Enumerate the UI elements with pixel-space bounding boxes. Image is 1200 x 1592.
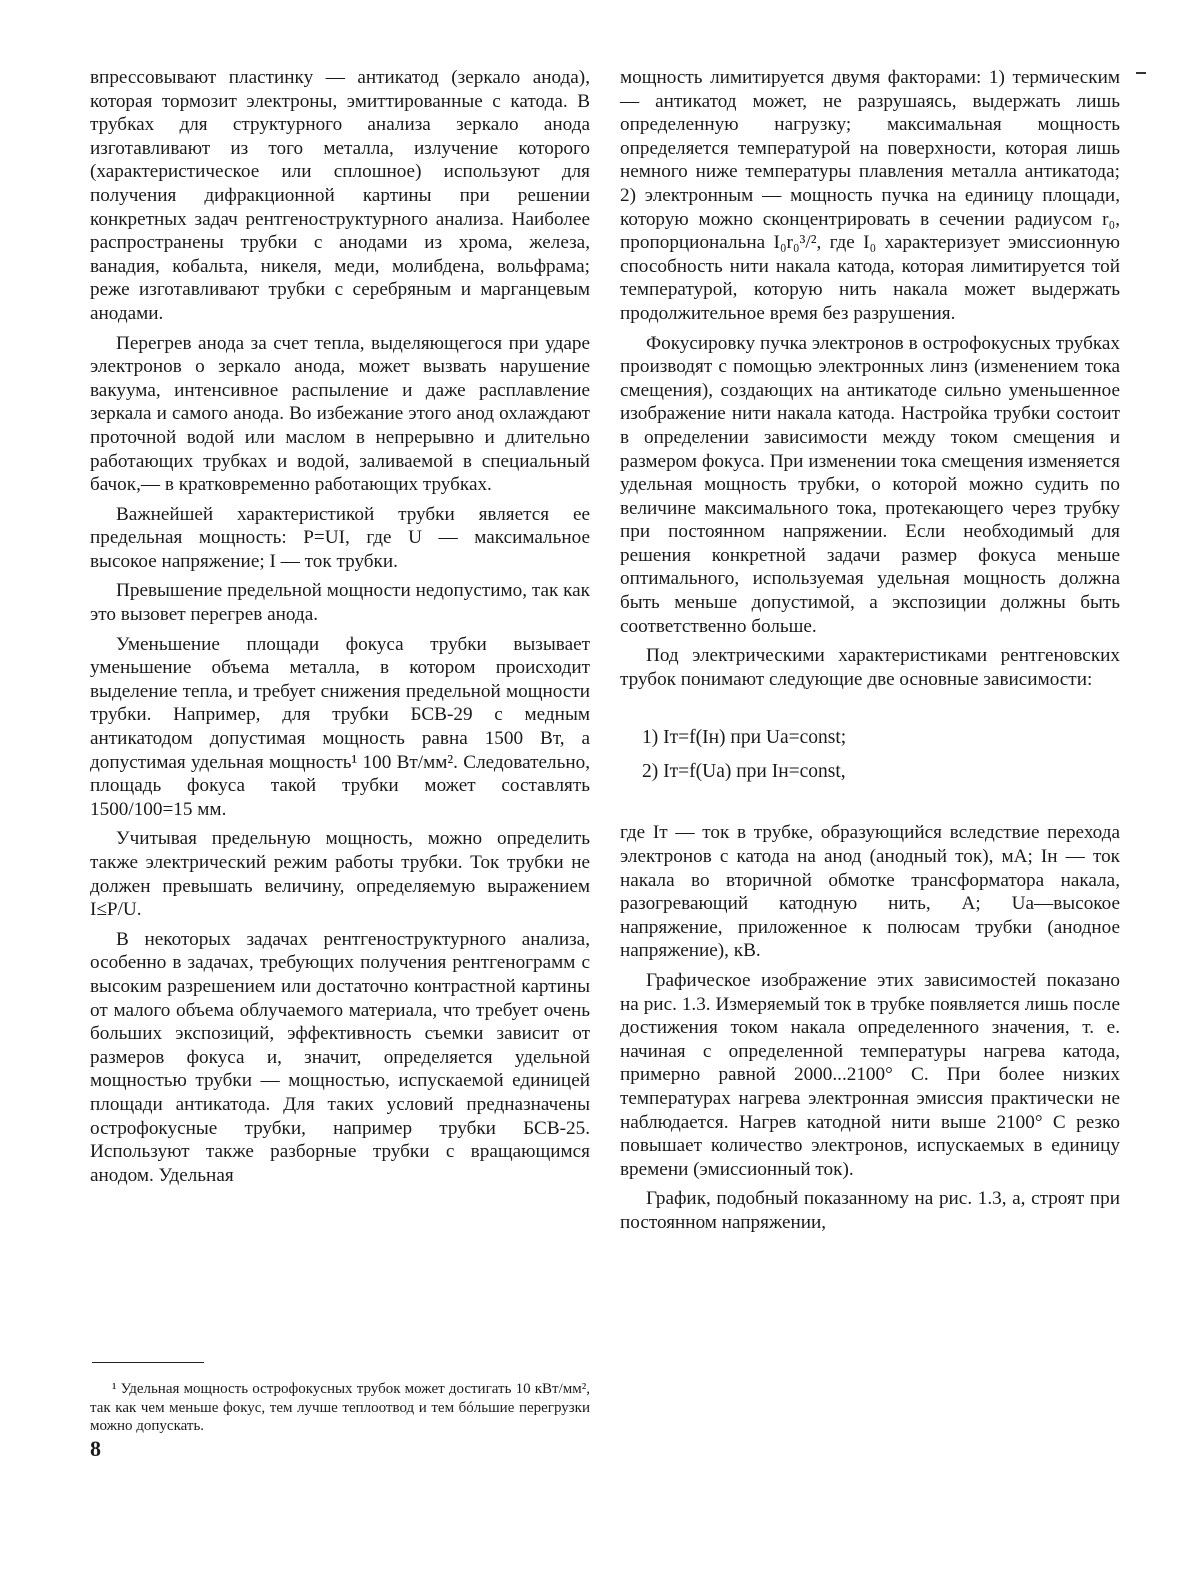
paragraph-graph-constant-voltage: График, подобный показанному на рис. 1.3, а, строят при постоянном напряжении,: [620, 1188, 1120, 1233]
paragraph-definitions: где Iт — ток в трубке, образующийся вследствие перехода электронов с катода на анод (анодный ток), мА; Iн — ток накала во вторичной обмотке трансформатора накала, разогревающий катодную нить, А; Uа—высокое напряжение, приложенное к полюсам трубки (анодное напряжение), кВ.: [620, 822, 1120, 962]
paragraph-power-excess: Превышение предельной мощности недопустимо, так как это вызовет перегрев анода.: [90, 580, 590, 626]
margin-dash: [1136, 72, 1146, 74]
paragraph-limit-power: Важнейшей характеристикой трубки является ее предельная мощность: P=UI, где U — максимальное высокое напряжение; I — ток трубки.: [90, 503, 590, 572]
formula-2: 2) Iт=f(Uа) при Iн=const,: [642, 761, 846, 783]
paragraph-fine-focus-tubes: В некоторых задачах рентгеноструктурного анализа, особенно в задачах, требующих получения рентгенограмм с высоким разрешением или достаточно контрастной картины от малого объема облучаемого материала, что требует очень больших экспозиций, эффективность съемки зависит от размеров фокуса и, значит, определяется удельной мощностью трубки — мощностью, испускаемой единицей площади антикатода. Для таких условий предназначены острофокусные трубки, например трубки БСВ-25. Используют также разборные трубки с вращающимся анодом. Удельная: [90, 928, 590, 1186]
paragraph-anticathode: впрессовывают пластинку — антикатод (зеркало анода), которая тормозит электроны, эмиттированные с катода. В трубках для структурного анализа зеркало анода изготавливают из того металла, излучение которого (характеристическое или сплошное) используют для получения дифракционной картины при решении конкретных задач рентгеноструктурного анализа. Наиболее распространены трубки с анодами из хрома, железа, ванадия, кобальта, никеля, меди, молибдена, вольфрама; реже изготавливают трубки с серебряным и марганцевым анодами.: [90, 67, 590, 324]
footnote-divider: [92, 1362, 204, 1363]
formula-1: 1) Iт=f(Iн) при Uа=const;: [642, 727, 847, 749]
left-column: [90, 66, 590, 1193]
page-number: 8: [90, 1436, 101, 1461]
paragraph-electric-characteristics: Под электрическими характеристиками рентгеновских трубок понимают следующие две основные зависимости:: [620, 645, 1120, 690]
footnote: ¹ Удельная мощность острофокусных трубок может достигать 10 кВт/мм², так как чем меньше фокус, тем лучше теплоотвод и тем бóльшие перегрузки можно допускать.: [90, 1381, 590, 1434]
paragraph-electric-mode: Учитывая предельную мощность, можно определить также электрический режим работы трубки. Ток трубки не должен превышать величину, определяемую выражением I≤P/U.: [90, 828, 590, 921]
paragraph-focusing: Фокусировку пучка электронов в острофокусных трубках производят с помощью электронных линз (изменением тока смещения), создающих на антикатоде сильно уменьшенное изображение нити накала катода. Настройка трубки состоит в определении зависимости между током смещения и размером фокуса. При изменении тока смещения изменяется удельная мощность трубки, о которой можно судить по величине максимального тока, протекающего через трубку при постоянном напряжении. Если необходимый для решения конкретной задачи размер фокуса меньше оптимального, используемая удельная мощность должна быть меньше допустимой, а экспозиции должны быть соответственно больше.: [620, 332, 1120, 637]
paragraph-power-limits: мощность лимитируется двумя факторами: 1) термическим — антикатод может, не разрушаясь, выдержать лишь определенную нагрузку; максимальная мощность определяется температурой на поверхности, которая лишь немного ниже температуры плавления металла антикатода; 2) электронным — мощность пучка на единицу площади, которую можно сконцентрировать в сечении радиусом r₀, пропорциональна I₀r₀³/², где I₀ характеризует эмиссионную способность нити накала катода, которая лимитируется той температурой, которую нить накала может выдержать продолжительное время без разрушения.: [620, 67, 1120, 324]
paragraph-focus-area: Уменьшение площади фокуса трубки вызывает уменьшение объема металла, в котором происходит выделение тепла, и требует снижения предельной мощности трубки. Например, для трубки БСВ-29 с медным антикатодом допустимая мощность равна 1500 Вт, а допустимая удельная мощность¹ 100 Вт/мм². Следовательно, площадь фокуса такой трубки может составлять 1500/100=15 мм.: [90, 633, 590, 820]
formula-block: [642, 721, 1120, 789]
paragraph-graph-description: Графическое изображение этих зависимостей показано на рис. 1.3. Измеряемый ток в трубке появляется лишь после достижения током накала определенного значения, т. е. начиная с определенной температуры нагрева катода, примерно равной 2000...2100° С. При более низких температурах нагрева электронная эмиссия практически не наблюдается. Нагрев катодной нити выше 2100° С резко повышает количество электронов, испускаемых в единицу времени (эмиссионный ток).: [620, 970, 1120, 1180]
paragraph-anode-overheating: Перегрев анода за счет тепла, выделяющегося при ударе электронов о зеркало анода, может вызвать нарушение вакуума, интенсивное распыление и даже расплавление зеркала и самого анода. Во избежание этого анод охлаждают проточной водой или маслом в непрерывно и длительно работающих трубках и водой, заливаемой в специальный бачок,— в кратковременно работающих трубках.: [90, 332, 590, 496]
right-column: [620, 66, 1120, 1241]
